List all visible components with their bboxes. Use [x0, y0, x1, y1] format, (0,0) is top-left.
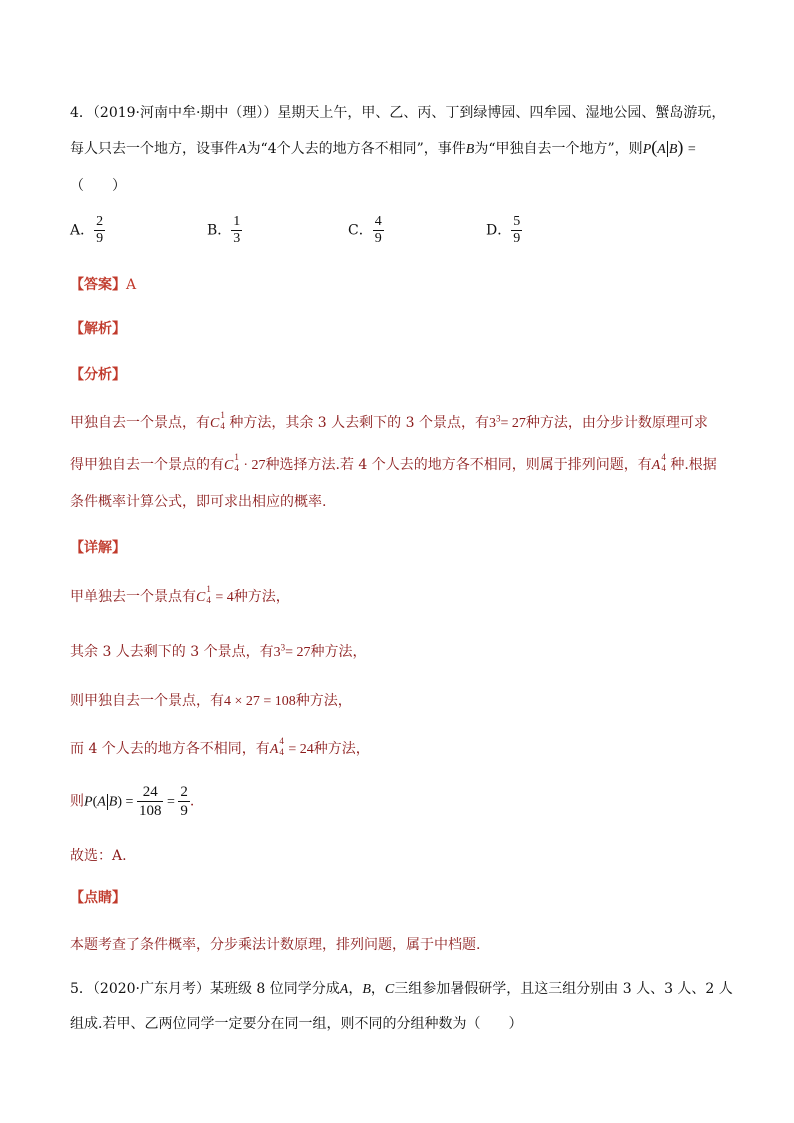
power-exp: 3	[495, 413, 501, 424]
xiangjie-tag: 【详解】	[70, 540, 126, 556]
q5-text: 三组参加暑假研学，且这三组分别由 3 人、3 人、2 人	[394, 981, 733, 997]
event-a: A	[238, 142, 247, 157]
xiangjie-step2	[70, 641, 367, 661]
combination-symbol: C	[210, 416, 220, 431]
xiangjie-step4: 而 4 个人去的地方各不相同，有A 4 4 = 24种方法，	[70, 736, 370, 757]
answer-section	[70, 274, 136, 294]
dianjing-text: 本题考查了条件概率，分步乘法计数原理，排列问题，属于中档题.	[70, 937, 481, 953]
product-expr: 4 × 27 = 108	[224, 694, 296, 709]
prob-b: B	[668, 142, 678, 157]
power-exp: 3	[280, 642, 286, 653]
option-label: D．	[486, 222, 512, 239]
eq-4: = 4	[215, 590, 234, 605]
step-text: 则甲独自去一个景点，有	[70, 693, 224, 709]
xiangjie-step3	[70, 690, 352, 710]
eq-27: = 27	[285, 645, 311, 660]
fenxi-text: 种选择方法.若 4 个人去的地方各不相同，则属于排列问题，有	[265, 457, 652, 473]
fraction-24-108: $\frac{24}{108}$	[138, 784, 162, 819]
prob-a: A	[97, 794, 106, 810]
q5-line2: 组成.若甲、乙两位同学一定要分在同一组，则不同的分组种数为（ ）	[70, 1016, 523, 1032]
option-a	[70, 214, 105, 247]
fenxi-text: 得甲独自去一个景点的有	[70, 457, 224, 473]
prob-b: B	[108, 794, 118, 810]
step-text: 甲单独去一个景点有	[70, 589, 196, 605]
q5-text: 5．（2020·广东月考）某班级 8 位同学分成	[70, 981, 340, 997]
power-base: 3	[488, 416, 496, 431]
q4-line1	[70, 102, 725, 122]
group-b: B	[362, 982, 371, 997]
option-fraction: $\frac{5}{9}$	[513, 214, 521, 246]
prob-p: P	[642, 142, 652, 157]
dot-27: · 27	[243, 458, 266, 473]
step-text: 种方法，	[295, 693, 352, 709]
xiangjie-step1: 甲单独去一个景点有C 1 4 = 4种方法，	[70, 584, 290, 605]
power-base: 3	[273, 645, 281, 660]
prob-p: P	[84, 794, 93, 810]
eq-24: = 24	[288, 742, 314, 757]
q4-text: 每人只去一个地方，设事件	[70, 141, 238, 157]
equals-sign: =	[687, 142, 696, 157]
q4-line3	[70, 175, 126, 195]
combination-symbol: C	[224, 458, 234, 473]
event-b: B	[465, 142, 475, 157]
answer-blank: （ ）	[70, 178, 126, 194]
option-fraction: $\frac{4}{9}$	[374, 214, 382, 246]
fenxi-line1: 甲独自去一个景点，有C 1 4 种方法，其余 3 人去剩下的 3 个景点，有$3^3= 27$种方法，由分步计数原理可求	[70, 410, 708, 431]
option-label: A．	[70, 222, 95, 239]
q4-text: 为“4个人去的地方各不相同”，事件	[246, 141, 466, 157]
answer-tag: 【答案】	[70, 277, 126, 293]
step-text: 则	[70, 793, 84, 810]
answer-value: A	[126, 277, 137, 293]
fenxi-text: 种方法，其余 3 人去剩下的 3 个景点，有	[229, 415, 489, 431]
fenxi-tag: 【分析】	[70, 367, 126, 383]
step-text: 其余 3 人去剩下的 3 个景点，有	[70, 644, 274, 660]
fenxi-text: 甲独自去一个景点，有	[70, 415, 210, 431]
analysis-tag: 【解析】	[70, 321, 126, 337]
step-text: 种方法，	[310, 644, 367, 660]
eq-27: = 27	[500, 416, 526, 431]
group-a: A	[339, 982, 349, 997]
xiangjie-step6: 故选：A.	[70, 848, 127, 864]
fenxi-line3: 条件概率计算公式，即可求出相应的概率.	[70, 494, 327, 510]
option-label: B．	[207, 222, 232, 239]
q4-line2: 每人只去一个地方，设事件A为“4个人去的地方各不相同”，事件B为“甲独自去一个地方”，则P(A B) =	[70, 137, 696, 157]
step-text: 种方法，	[233, 589, 290, 605]
step-text: 而 4 个人去的地方各不相同，有	[70, 741, 270, 757]
permutation-symbol: A	[651, 458, 661, 473]
dianjing-tag: 【点睛】	[70, 890, 126, 906]
combination-symbol: C	[196, 590, 206, 605]
option-c	[348, 214, 384, 247]
q5-line1: 5．（2020·广东月考）某班级 8 位同学分成A，B，C三组参加暑假研学，且这三组分别由 3 人、3 人、2 人	[70, 981, 733, 997]
option-fraction: $\frac{1}{3}$	[233, 214, 241, 246]
group-c: C	[384, 982, 395, 997]
fenxi-text: 种.根据	[670, 457, 717, 473]
step-text: 种方法，	[313, 741, 370, 757]
fenxi-line2: 得甲独自去一个景点的有C 1 4 · 27种选择方法.若 4 个人去的地方各不相同，则属于排列问题，有A 4 4 种.根据	[70, 452, 717, 473]
q4-text-line1: 4．（2019·河南中牟·期中（理））星期天上午，甲、乙、丙、丁到绿博园、四牟园、湿地公园、蟹岛游玩，	[70, 105, 726, 121]
fenxi-text: 种方法，由分步计数原理可求	[525, 415, 708, 431]
q4-text: 为“甲独自去一个地方”，则	[474, 141, 643, 157]
option-b	[207, 214, 242, 247]
prob-a: A	[657, 142, 666, 157]
permutation-symbol: A	[269, 742, 279, 757]
fraction-2-9: $\frac{2}{9}$	[180, 784, 188, 819]
option-d	[486, 214, 522, 247]
option-fraction: $\frac{2}{9}$	[96, 214, 104, 246]
option-label: C．	[348, 222, 373, 239]
xiangjie-step5: 则P(A B) = $\frac{24}{108}$ = $\frac{2}{9}$ .	[70, 784, 195, 819]
